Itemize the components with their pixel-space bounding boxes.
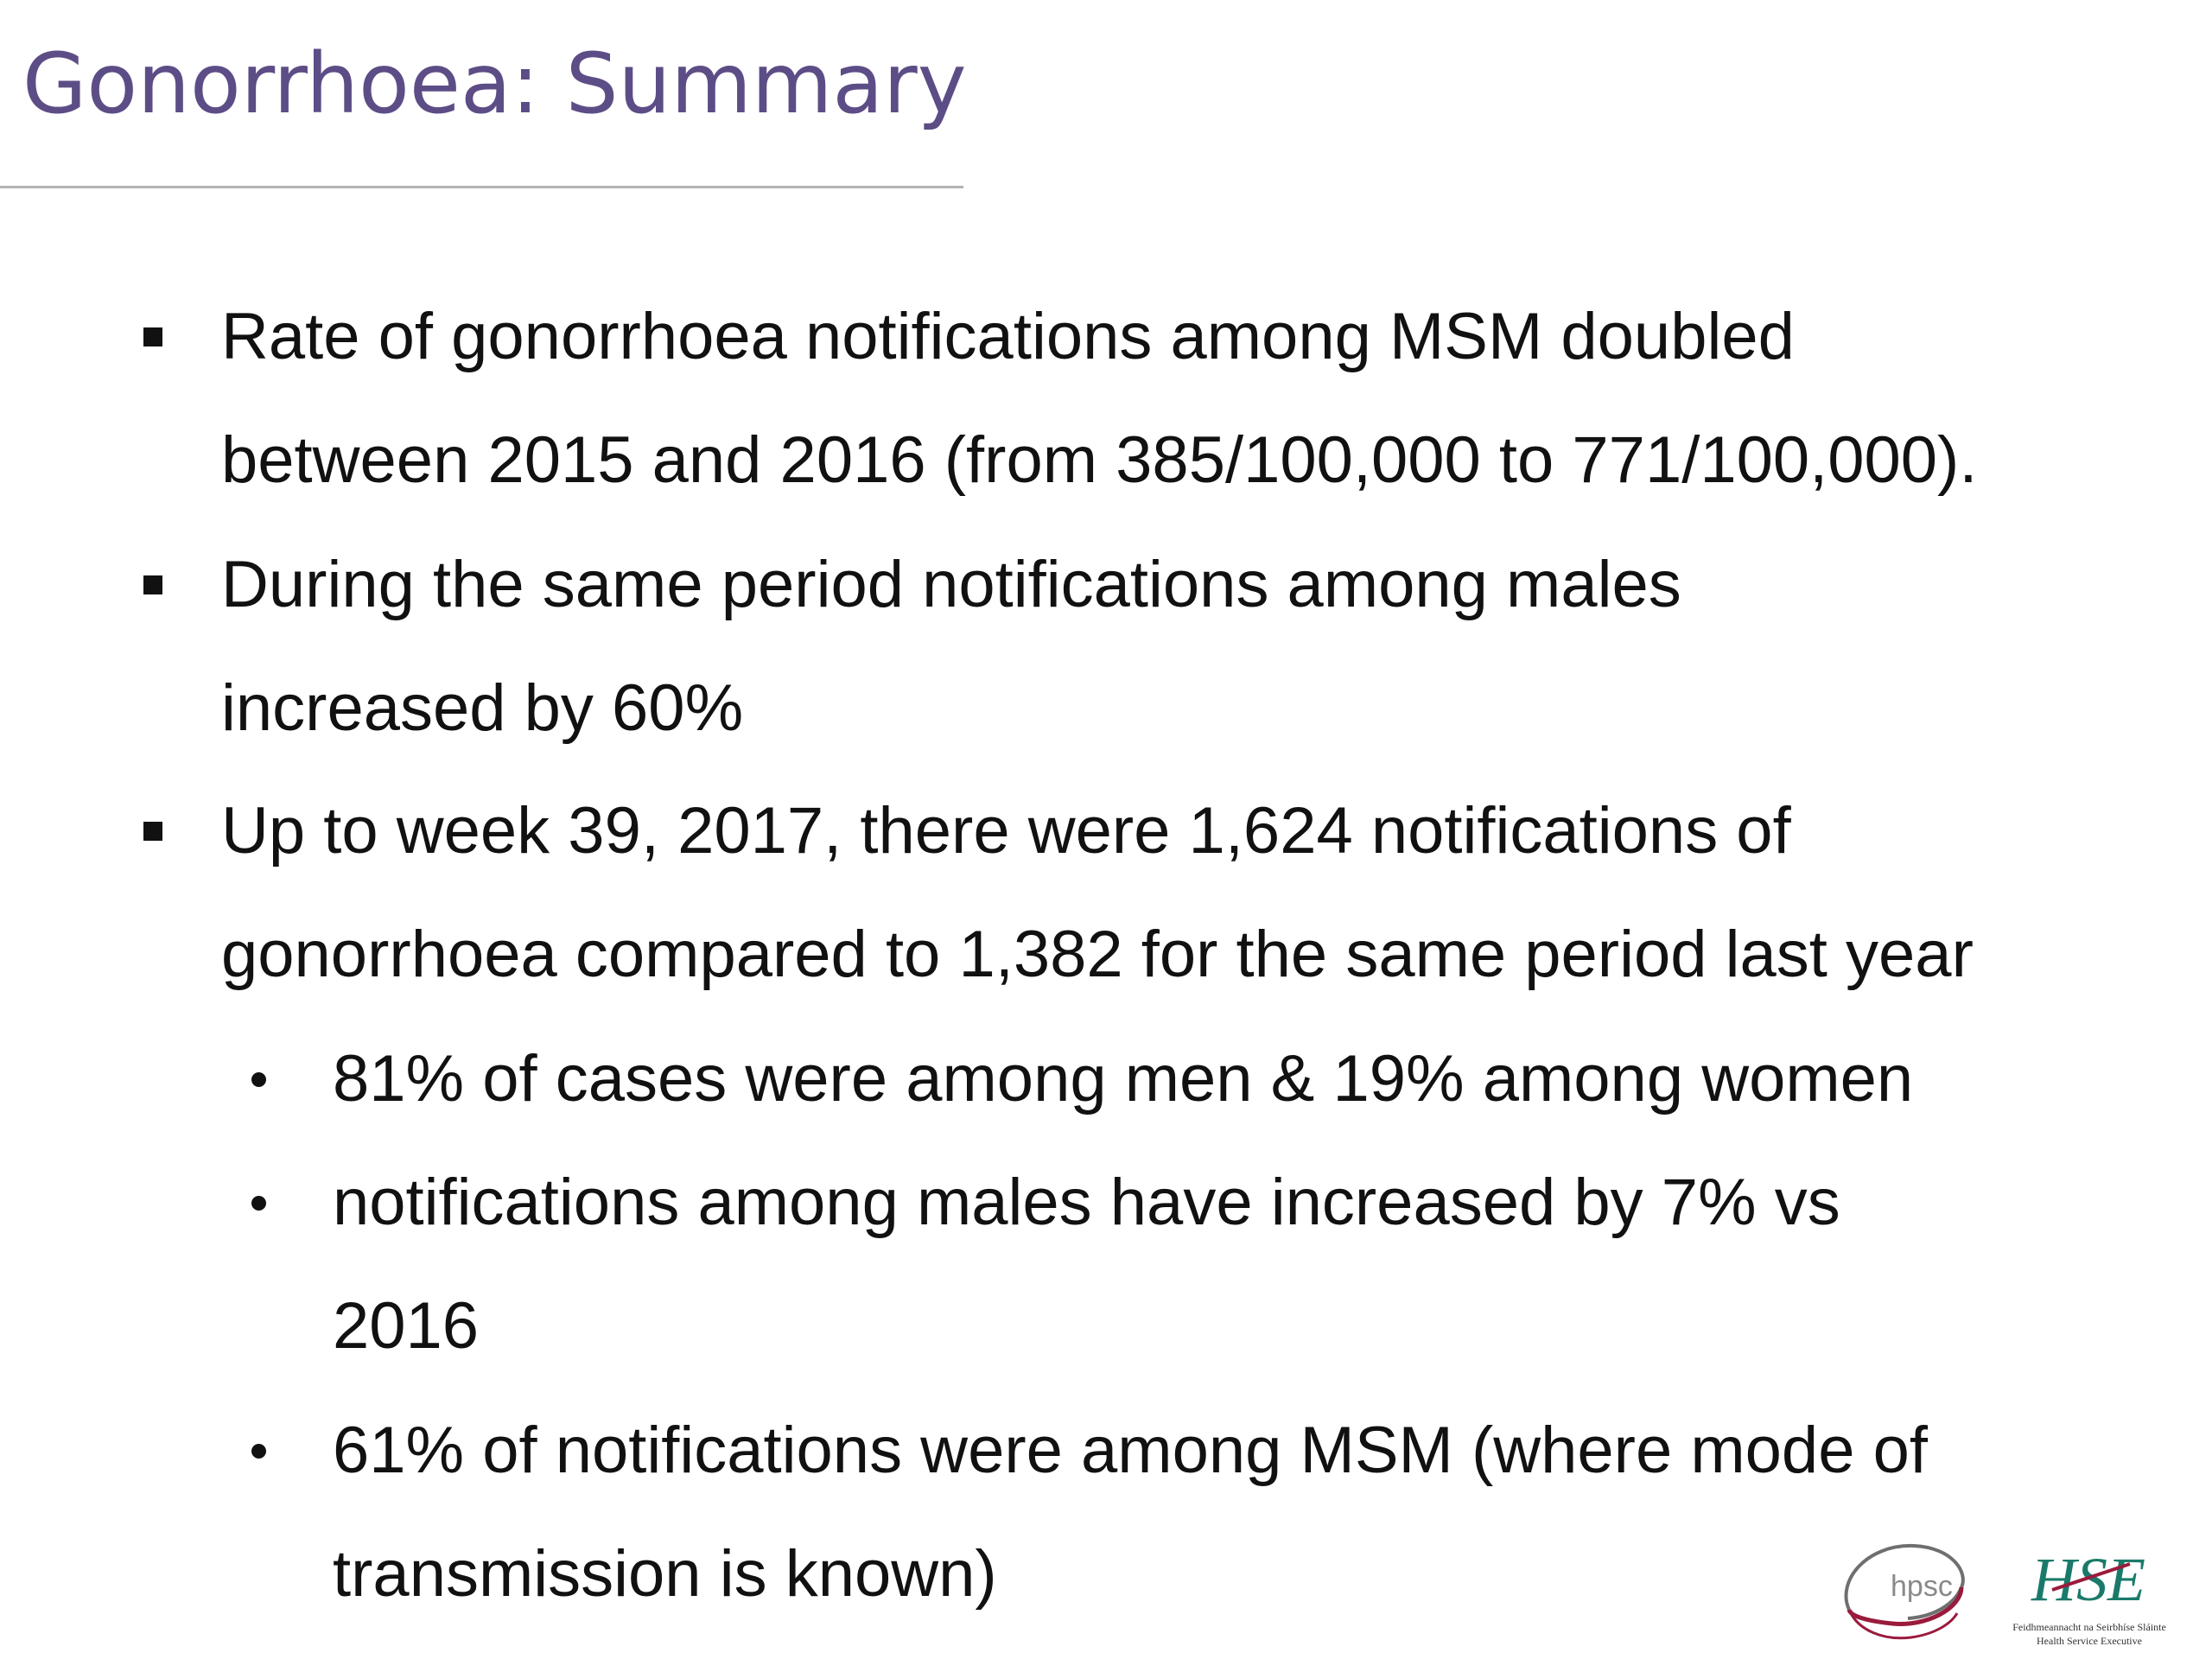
slide-title: Gonorrhoea: Summary xyxy=(22,35,967,132)
bullet-3-line-1: Up to week 39, 2017, there were 1,624 notifications of xyxy=(221,794,1791,868)
bullet-1-line-1: Rate of gonorrhoea notifications among MSM doubled xyxy=(221,300,1795,373)
square-bullet-icon xyxy=(143,575,162,594)
hse-line-irish: Feidhmeannacht na Seirbhíse Sláinte xyxy=(2012,1621,2166,1633)
bullet-3-line-2: gonorrhoea compared to 1,382 for the same period last year xyxy=(221,918,1974,991)
square-bullet-icon xyxy=(143,822,162,841)
square-bullet-icon xyxy=(143,327,162,346)
hse-line-english: Health Service Executive xyxy=(2037,1635,2142,1647)
sub-bullet-3-line-2: transmission is known) xyxy=(333,1537,997,1611)
bullet-1-line-2: between 2015 and 2016 (from 385/100,000 to 771/100,000). xyxy=(221,423,1978,497)
hse-logo xyxy=(2000,1538,2177,1650)
dot-bullet-icon xyxy=(251,1196,266,1211)
dot-bullet-icon xyxy=(251,1444,266,1459)
bullet-2-line-2: increased by 60% xyxy=(221,671,744,745)
hse-mark-letters: HSE xyxy=(2031,1545,2145,1614)
sub-bullet-2-line-2: 2016 xyxy=(333,1289,480,1363)
dot-bullet-icon xyxy=(251,1072,266,1087)
logo-area xyxy=(1832,1534,2177,1659)
bullet-2-line-1: During the same period notifications among males xyxy=(221,548,1681,621)
sub-bullet-2-line-1: notifications among males have increased by 7% vs xyxy=(333,1166,1840,1239)
hpsc-logo xyxy=(1832,1534,1974,1646)
sub-bullet-3-line-1: 61% of notifications were among MSM (where mode of xyxy=(333,1414,1928,1487)
sub-bullet-1-line-1: 81% of cases were among men & 19% among women xyxy=(333,1042,1914,1116)
title-divider xyxy=(0,186,963,188)
hse-mark-icon xyxy=(2000,1538,2177,1620)
hpsc-logo-text: hpsc xyxy=(1891,1570,1953,1603)
